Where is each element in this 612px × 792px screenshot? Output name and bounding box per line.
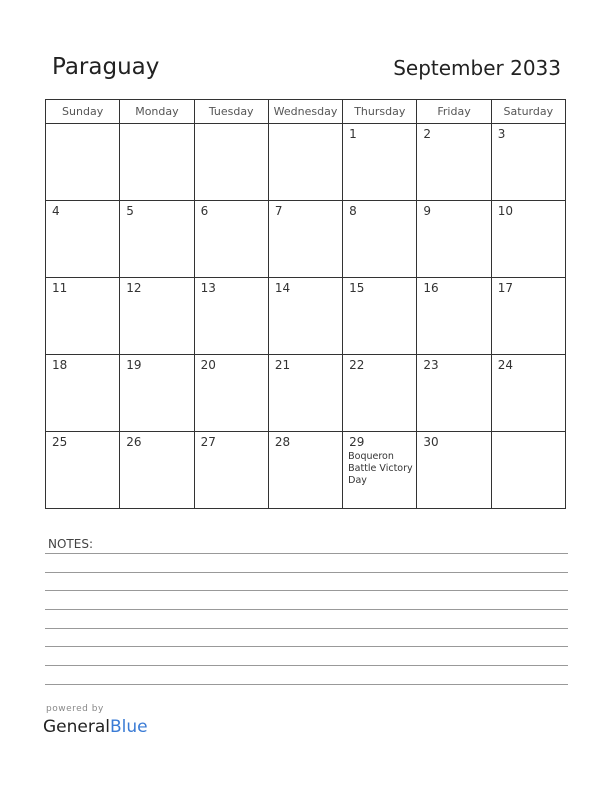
day-cell [268, 432, 342, 509]
notes-line [45, 553, 568, 554]
day-cell [194, 278, 268, 355]
day-cell [417, 201, 491, 278]
day-number: 8 [349, 204, 357, 218]
day-number: 12 [126, 281, 142, 295]
day-number: 20 [200, 358, 216, 372]
day-cell [194, 355, 268, 432]
day-cell [194, 124, 268, 201]
notes-label: NOTES: [48, 537, 93, 551]
day-cell [194, 432, 268, 509]
day-cell [343, 355, 417, 432]
day-number: 9 [423, 204, 432, 218]
notes-line [45, 665, 568, 666]
day-number [46, 124, 119, 127]
weekday-header: Tuesday [194, 100, 268, 124]
day-cell [120, 201, 194, 278]
day-number: 28 [274, 435, 291, 449]
day-cell [491, 201, 565, 278]
day-number: 3 [497, 127, 506, 141]
day-cell [343, 432, 417, 509]
day-number: 30 [423, 435, 439, 449]
day-number: 14 [274, 281, 291, 295]
day-cell [343, 278, 417, 355]
notes-line [45, 646, 568, 647]
day-cell [46, 124, 120, 201]
day-cell [491, 355, 565, 432]
week-row [46, 355, 566, 432]
day-number: 6 [200, 204, 209, 218]
day-cell [491, 278, 565, 355]
notes-line [45, 628, 568, 629]
day-number: 17 [497, 281, 513, 295]
country-title: Paraguay [52, 54, 160, 80]
day-number: 25 [52, 435, 68, 449]
day-number [195, 124, 268, 127]
day-cell [268, 124, 342, 201]
day-cell [120, 355, 194, 432]
day-cell [417, 355, 491, 432]
weekday-header-row [46, 100, 566, 124]
day-number: 22 [349, 358, 365, 372]
day-cell [46, 201, 120, 278]
day-number: 19 [126, 358, 142, 372]
day-number: 21 [274, 358, 291, 372]
holiday-event: Boqueron Battle Victory Day [348, 451, 413, 486]
day-number: 11 [52, 281, 68, 295]
day-cell [46, 432, 120, 509]
day-number: 10 [497, 204, 513, 218]
day-cell [417, 278, 491, 355]
week-row [46, 124, 566, 201]
week-row [46, 201, 566, 278]
day-cell [46, 278, 120, 355]
day-cell [120, 124, 194, 201]
day-number: 27 [200, 435, 216, 449]
day-number: 2 [423, 127, 432, 141]
notes-line [45, 572, 568, 573]
day-cell [343, 201, 417, 278]
day-cell [268, 201, 342, 278]
day-cell [491, 124, 565, 201]
notes-line [45, 590, 568, 591]
notes-line [45, 609, 568, 610]
day-cell [417, 124, 491, 201]
day-cell [194, 201, 268, 278]
day-cell [491, 432, 565, 509]
day-cell [268, 278, 342, 355]
day-number: 16 [423, 281, 439, 295]
weekday-header: Monday [120, 100, 194, 124]
day-cell [120, 278, 194, 355]
day-number: 7 [274, 204, 283, 218]
weekday-header: Friday [417, 100, 491, 124]
brand-blue: Blue [110, 717, 148, 737]
month-title: September 2033 [393, 56, 561, 80]
day-number: 13 [200, 281, 216, 295]
day-cell [268, 355, 342, 432]
weekday-header: Wednesday [268, 100, 342, 124]
powered-by-text: powered by [46, 704, 104, 714]
weekday-header: Thursday [343, 100, 417, 124]
day-number [120, 124, 193, 127]
day-cell [46, 355, 120, 432]
day-cell [417, 432, 491, 509]
day-number: 1 [349, 127, 357, 141]
day-number: 23 [423, 358, 439, 372]
day-cell [120, 432, 194, 509]
day-number [492, 432, 565, 435]
notes-line [45, 684, 568, 685]
day-number: 18 [52, 358, 68, 372]
day-number: 15 [349, 281, 365, 295]
day-cell [343, 124, 417, 201]
day-number: 24 [497, 358, 513, 372]
day-number [269, 124, 342, 127]
day-number: 26 [126, 435, 142, 449]
generalblue-logo [43, 717, 148, 737]
day-number: 29 [349, 435, 365, 449]
weekday-header: Saturday [491, 100, 565, 124]
day-number: 4 [52, 204, 60, 218]
week-row [46, 278, 566, 355]
week-row [46, 432, 566, 509]
calendar-grid [45, 99, 566, 509]
brand-general: General [43, 717, 110, 737]
day-number: 5 [126, 204, 134, 218]
weekday-header: Sunday [46, 100, 120, 124]
